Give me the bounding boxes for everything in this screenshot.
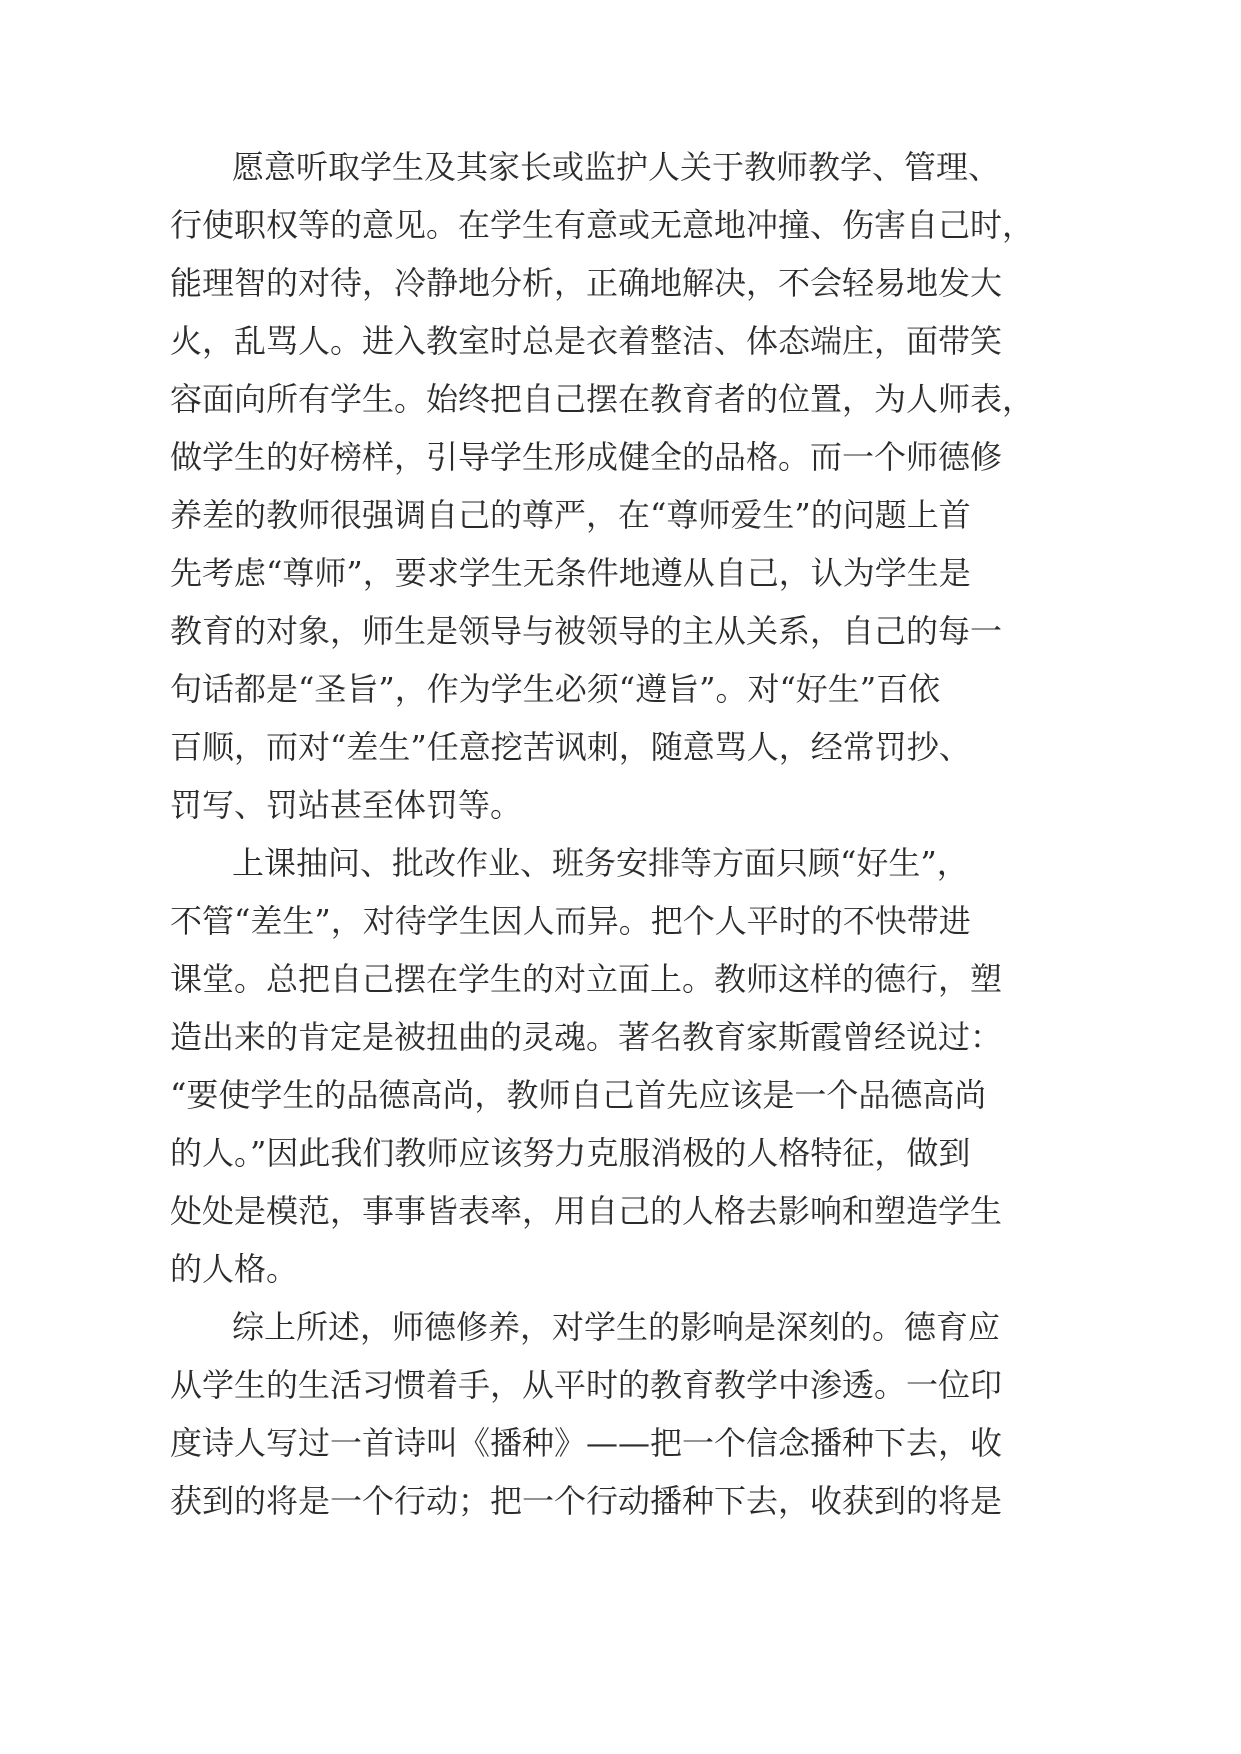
text-line: 获到的将是一个行动；把一个行动播种下去，收获到的将是	[170, 1482, 1003, 1520]
text-line: 综上所述，师德修养，对学生的影响是深刻的。德育应	[232, 1308, 1001, 1346]
text-line: 处处是模范，事事皆表率，用自己的人格去影响和塑造学生	[170, 1192, 1003, 1230]
text-line: 火，乱骂人。进入教室时总是衣着整洁、体态端庄，面带笑	[170, 322, 1003, 360]
text-line: 养差的教师很强调自己的尊严，在“尊师爱生”的问题上首	[170, 496, 971, 534]
text-line: 教育的对象，师生是领导与被领导的主从关系，自己的每一	[170, 612, 1003, 650]
text-line: 的人格。	[170, 1250, 299, 1288]
text-line: 不管“差生”，对待学生因人而异。把个人平时的不快带进	[170, 902, 971, 940]
text-line: 先考虑“尊师”，要求学生无条件地遵从自己，认为学生是	[170, 554, 971, 592]
text-line: 句话都是“圣旨”，作为学生必须“遵旨”。对“好生”百依	[170, 670, 941, 708]
text-line: 课堂。总把自己摆在学生的对立面上。教师这样的德行，塑	[170, 960, 1003, 998]
text-line: 从学生的生活习惯着手，从平时的教育教学中渗透。一位印	[170, 1366, 1003, 1404]
text-line: 造出来的肯定是被扭曲的灵魂。著名教育家斯霞曾经说过：	[170, 1018, 1003, 1056]
text-line: 能理智的对待，冷静地分析，正确地解决，不会轻易地发大	[170, 264, 1003, 302]
text-line: “要使学生的品德高尚，教师自己首先应该是一个品德高尚	[170, 1076, 987, 1114]
text-line: 容面向所有学生。始终把自己摆在教育者的位置，为人师表，	[170, 380, 1035, 418]
text-line: 度诗人写过一首诗叫《播种》——把一个信念播种下去，收	[170, 1424, 1003, 1462]
text-line: 罚写、罚站甚至体罚等。	[170, 786, 523, 824]
text-line: 愿意听取学生及其家长或监护人关于教师教学、管理、	[232, 148, 1001, 186]
text-line: 做学生的好榜样，引导学生形成健全的品格。而一个师德修	[170, 438, 1003, 476]
text-line: 百顺，而对“差生”任意挖苦讽刺，随意骂人，经常罚抄、	[170, 728, 971, 766]
text-line: 行使职权等的意见。在学生有意或无意地冲撞、伤害自己时，	[170, 206, 1035, 244]
text-line: 上课抽问、批改作业、班务安排等方面只顾“好生”，	[232, 844, 969, 882]
text-line: 的人。”因此我们教师应该努力克服消极的人格特征，做到	[170, 1134, 971, 1172]
